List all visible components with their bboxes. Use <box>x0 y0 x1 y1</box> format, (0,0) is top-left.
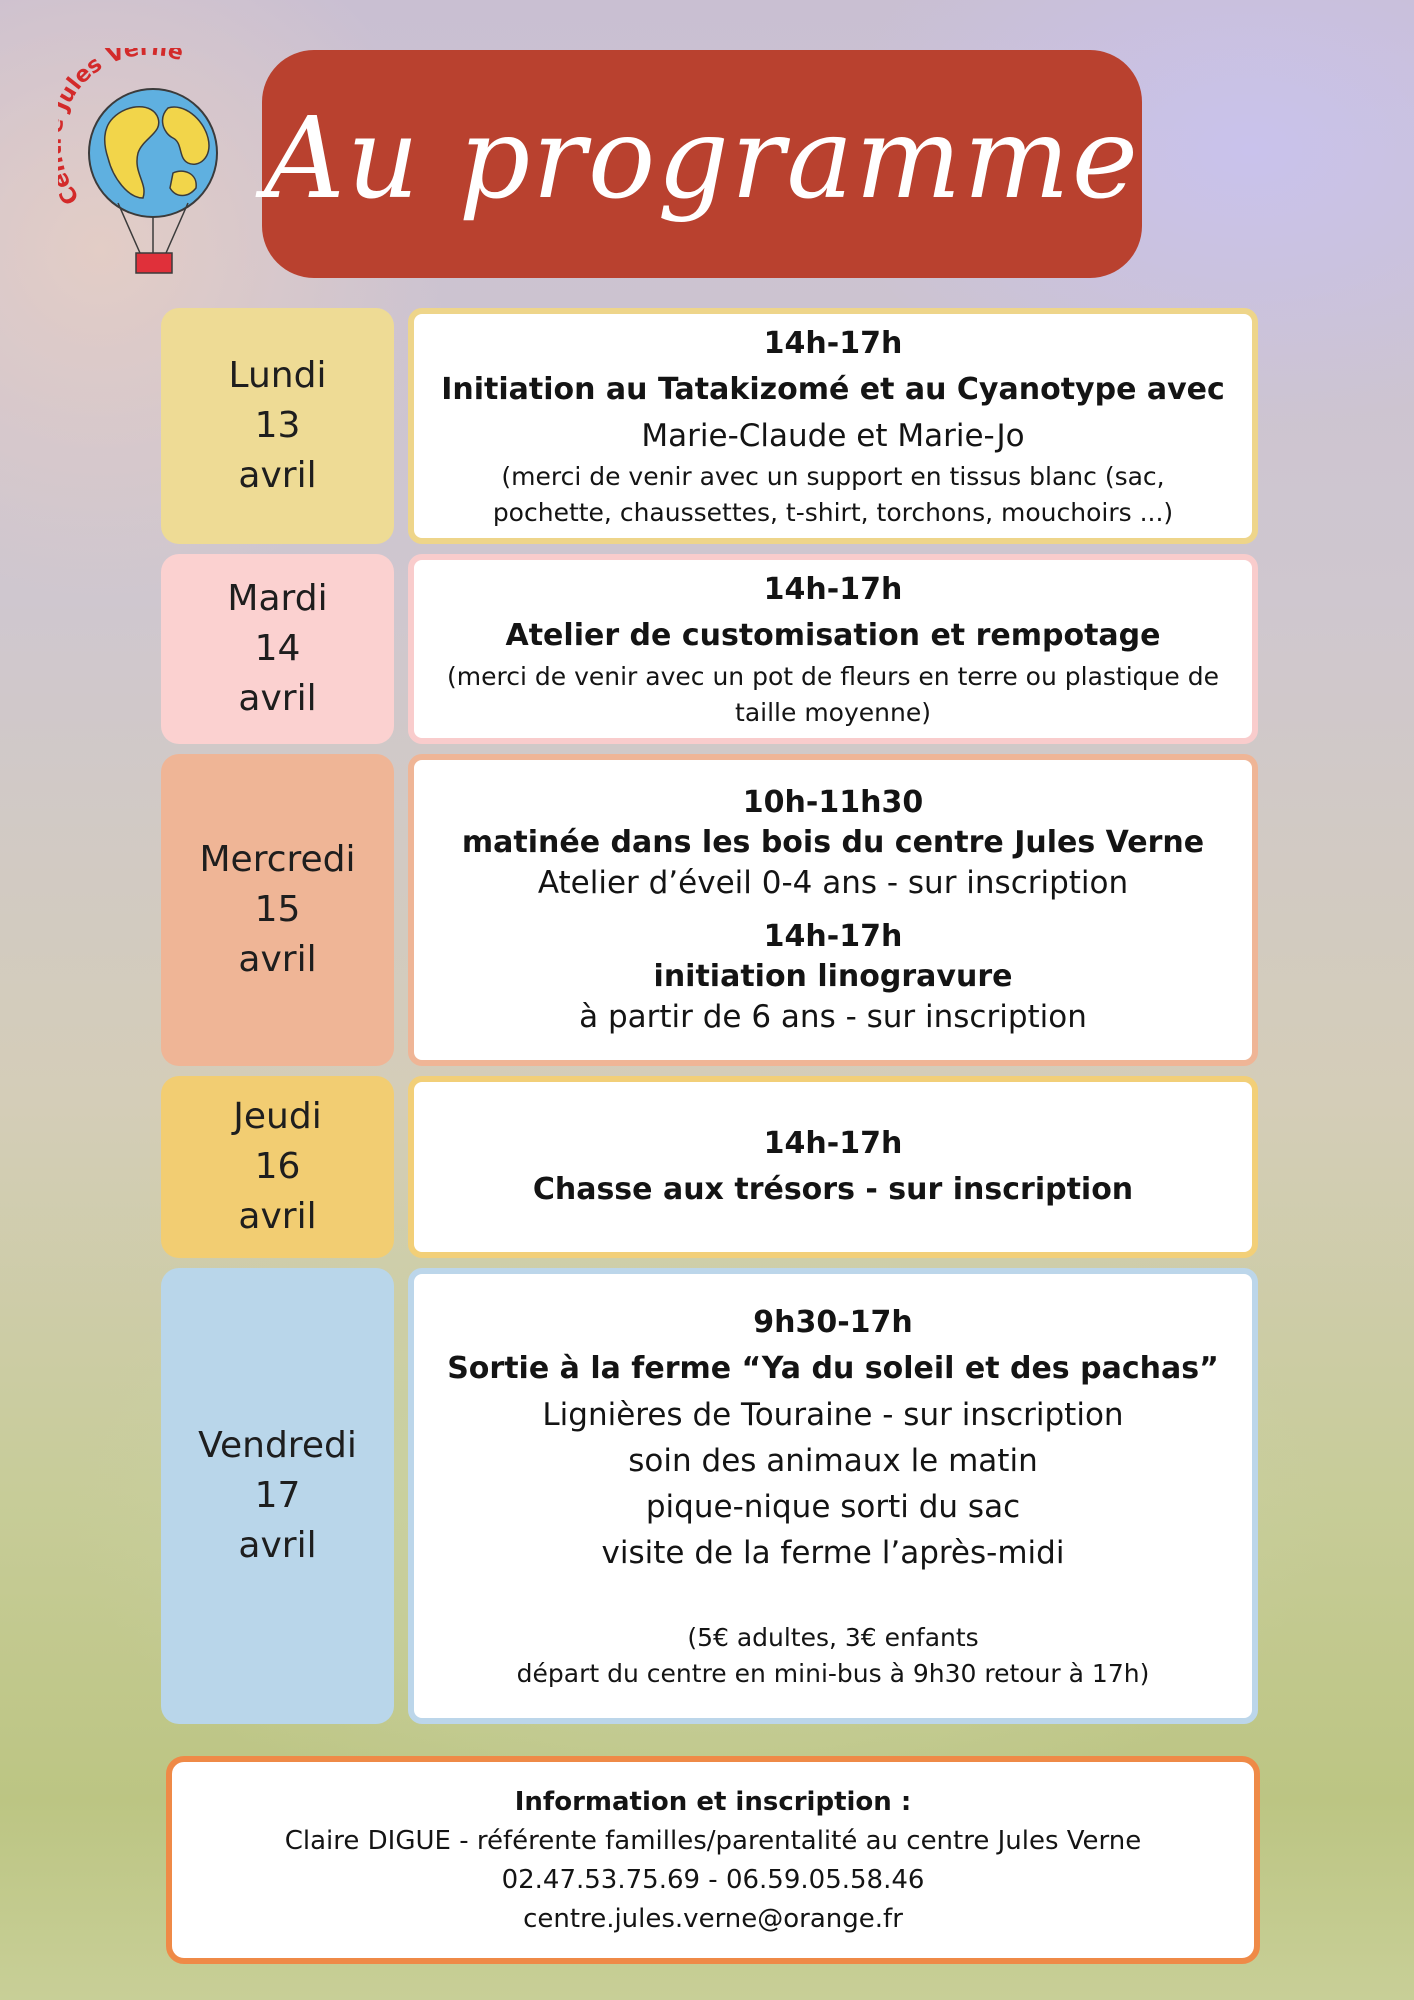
activity-title: Initiation au Tatakizomé et au Cyanotype avec <box>441 372 1225 407</box>
day-name: Mardi <box>227 578 328 619</box>
activity-panel-tuesday <box>408 554 1258 744</box>
day-month: avril <box>238 1196 317 1237</box>
activity-time: 14h-17h <box>763 919 903 954</box>
day-month: avril <box>238 939 317 980</box>
day-number: 16 <box>254 1146 301 1187</box>
activity-line: Marie-Claude et Marie-Jo <box>641 418 1025 454</box>
info-heading: Information et inscription : <box>514 1786 912 1817</box>
activity-line: à partir de 6 ans - sur inscription <box>579 999 1087 1035</box>
activity-note: départ du centre en mini-bus à 9h30 retour à 17h) <box>516 1659 1150 1688</box>
info-box <box>166 1756 1260 1964</box>
activity-line: pique-nique sorti du sac <box>645 1489 1021 1525</box>
activity-time: 10h-11h30 <box>742 785 924 820</box>
logo-text: les Verne <box>62 48 187 95</box>
activity-panel-wednesday <box>408 754 1258 1066</box>
day-name: Mercredi <box>199 839 356 880</box>
day-name: Vendredi <box>198 1425 357 1466</box>
title-banner <box>262 50 1142 278</box>
info-email[interactable]: centre.jules.verne@orange.fr <box>523 1903 903 1934</box>
page-title: Au programme <box>264 94 1140 224</box>
info-contact: Claire DIGUE - référente familles/parentalité au centre Jules Verne <box>284 1825 1142 1856</box>
activity-title: Atelier de customisation et rempotage <box>505 618 1161 653</box>
activity-panel-friday <box>408 1268 1258 1724</box>
activity-line: soin des animaux le matin <box>628 1443 1038 1479</box>
hot-air-balloon-globe-icon <box>58 48 248 283</box>
centre-logo <box>58 48 248 283</box>
day-card-wednesday <box>161 754 394 1066</box>
day-name: Jeudi <box>233 1096 322 1137</box>
activity-line: Lignières de Touraine - sur inscription <box>542 1397 1124 1433</box>
day-number: 15 <box>254 889 301 930</box>
day-number: 13 <box>254 405 301 446</box>
day-month: avril <box>238 678 317 719</box>
activity-time: 14h-17h <box>763 326 903 361</box>
activity-time: 14h-17h <box>763 1126 903 1161</box>
activity-note: taille moyenne) <box>735 698 931 727</box>
activity-line: Atelier d’éveil 0-4 ans - sur inscription <box>537 865 1129 901</box>
activity-title: initiation linogravure <box>653 959 1013 994</box>
activity-panel-thursday <box>408 1076 1258 1258</box>
day-card-tuesday <box>161 554 394 744</box>
activity-line: visite de la ferme l’après-midi <box>601 1535 1065 1571</box>
day-card-monday <box>161 308 394 544</box>
day-name: Lundi <box>228 355 327 396</box>
activity-note: (5€ adultes, 3€ enfants <box>687 1623 979 1652</box>
activity-time: 14h-17h <box>763 572 903 607</box>
activity-note: (merci de venir avec un pot de fleurs en terre ou plastique de <box>447 662 1219 691</box>
activity-time: 9h30-17h <box>753 1305 913 1340</box>
activity-note: (merci de venir avec un support en tissus blanc (sac, <box>501 462 1165 491</box>
activity-title: Chasse aux trésors - sur inscription <box>532 1172 1134 1207</box>
info-phones: 02.47.53.75.69 - 06.59.05.58.46 <box>501 1864 925 1895</box>
activity-panel-monday <box>408 308 1258 544</box>
activity-title: matinée dans les bois du centre Jules Verne <box>461 825 1205 860</box>
activity-title: Sortie à la ferme “Ya du soleil et des pachas” <box>447 1351 1219 1386</box>
day-month: avril <box>238 1525 317 1566</box>
day-number: 17 <box>254 1475 301 1516</box>
day-number: 14 <box>254 628 301 669</box>
day-card-thursday <box>161 1076 394 1258</box>
day-month: avril <box>238 455 317 496</box>
activity-note: pochette, chaussettes, t-shirt, torchons, mouchoirs ...) <box>492 498 1174 527</box>
day-card-friday <box>161 1268 394 1724</box>
